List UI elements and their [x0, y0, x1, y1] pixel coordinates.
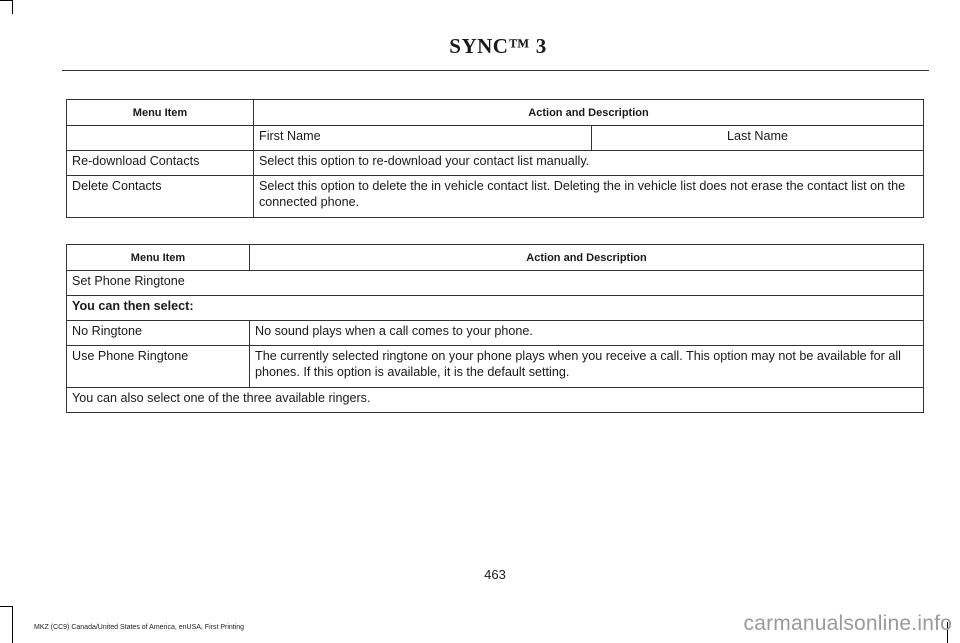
section-title-cell: Set Phone Ringtone — [67, 271, 924, 296]
table-row — [67, 296, 924, 321]
column-header-action: Action and Description — [254, 100, 924, 126]
table-row — [67, 176, 924, 218]
empty-cell — [67, 126, 254, 151]
table-row — [67, 271, 924, 296]
column-header-menu-item: Menu Item — [67, 245, 250, 271]
then-select-cell: You can then select: — [67, 296, 924, 321]
description-cell: Select this option to re-download your contact list manually. — [254, 151, 924, 176]
column-header-menu-item: Menu Item — [67, 100, 254, 126]
crop-mark-top-left — [0, 0, 12, 1]
page-title: SYNC™ 3 — [449, 34, 547, 58]
last-name-cell: Last Name — [592, 126, 924, 151]
crop-mark-bottom-left — [12, 606, 13, 643]
table-header-row — [67, 245, 924, 271]
header-divider — [62, 70, 929, 71]
page-number: 463 — [484, 567, 506, 582]
table-row — [67, 321, 924, 346]
menu-item-cell: Use Phone Ringtone — [67, 346, 250, 388]
description-cell: Select this option to delete the in vehicle contact list. Deleting the in vehicle list does not erase the contact list on the connected phone. — [254, 176, 924, 218]
ringtone-menu-table — [66, 244, 924, 413]
table-row — [67, 388, 924, 413]
table-row — [67, 151, 924, 176]
menu-item-cell: Re-download Contacts — [67, 151, 254, 176]
table-row — [67, 126, 924, 151]
first-name-cell: First Name — [254, 126, 592, 151]
menu-item-cell: Delete Contacts — [67, 176, 254, 218]
description-cell: The currently selected ringtone on your phone plays when you receive a call. This option may not be available for all phones. If this option is available, it is the default setting. — [250, 346, 924, 388]
table-header-row — [67, 100, 924, 126]
contacts-menu-table — [66, 99, 924, 218]
column-header-action: Action and Description — [250, 245, 924, 271]
watermark: carmanualsonline.info — [743, 612, 952, 635]
footer-note-cell: You can also select one of the three available ringers. — [67, 388, 924, 413]
menu-item-cell: No Ringtone — [67, 321, 250, 346]
crop-mark-bottom-left — [0, 606, 12, 607]
print-footer: MKZ (CC9) Canada/United States of America, enUSA, First Printing — [34, 624, 245, 631]
table-row — [67, 346, 924, 388]
description-cell: No sound plays when a call comes to your phone. — [250, 321, 924, 346]
crop-mark-top-left — [12, 0, 13, 14]
